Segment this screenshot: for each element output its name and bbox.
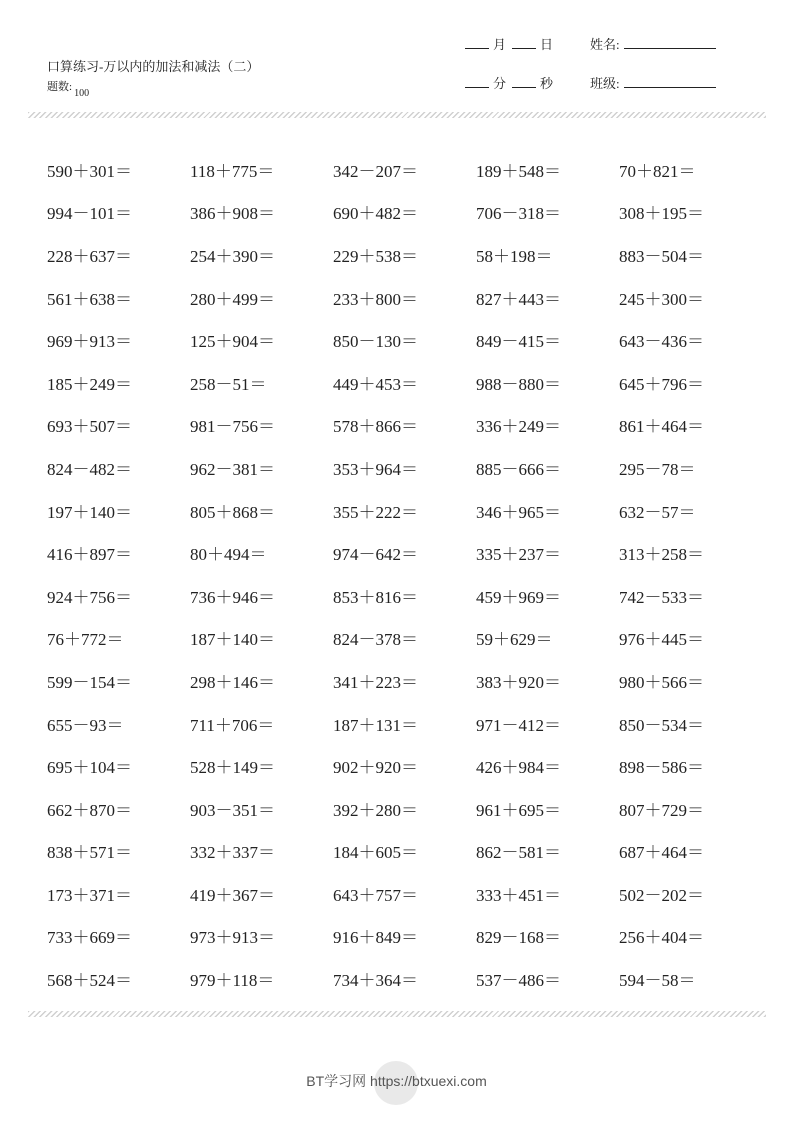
math-problem: 80＋494＝ [190, 545, 267, 565]
math-problem: 308＋195＝ [619, 204, 704, 224]
math-problem: 824－378＝ [333, 630, 418, 650]
math-problem: 742－533＝ [619, 587, 704, 607]
math-problem: 537－486＝ [476, 971, 561, 991]
math-problem: 578＋866＝ [333, 417, 418, 437]
math-problem: 850－534＝ [619, 715, 704, 735]
math-problem: 969＋913＝ [47, 332, 132, 352]
math-problem: 885－666＝ [476, 459, 561, 479]
math-problem: 386＋908＝ [190, 204, 275, 224]
top-divider [28, 112, 766, 118]
math-problem: 971－412＝ [476, 715, 561, 735]
math-problem: 245＋300＝ [619, 289, 704, 309]
problem-row [47, 702, 762, 745]
math-problem: 902＋920＝ [333, 758, 418, 778]
math-problem: 736＋946＝ [190, 587, 275, 607]
math-problem: 313＋258＝ [619, 545, 704, 565]
math-problem: 690＋482＝ [333, 204, 418, 224]
math-problem: 346＋965＝ [476, 502, 561, 522]
second-label: 秒 [540, 76, 554, 91]
name-blank[interactable] [624, 48, 716, 49]
problem-row [47, 191, 762, 234]
problem-row [47, 489, 762, 532]
math-problem: 706－318＝ [476, 204, 561, 224]
math-problem: 353＋964＝ [333, 459, 418, 479]
math-problem: 981－756＝ [190, 417, 275, 437]
math-problem: 173＋371＝ [47, 885, 132, 905]
math-problem: 295－78＝ [619, 459, 696, 479]
math-problem: 962－381＝ [190, 459, 275, 479]
day-blank[interactable] [512, 48, 536, 49]
problem-row [47, 361, 762, 404]
math-problem: 687＋464＝ [619, 843, 704, 863]
math-problem: 916＋849＝ [333, 928, 418, 948]
problem-row [47, 957, 762, 1000]
math-problem: 70＋821＝ [619, 161, 696, 181]
math-problem: 197＋140＝ [47, 502, 132, 522]
problem-grid [47, 148, 762, 1000]
math-problem: 643－436＝ [619, 332, 704, 352]
question-count-value: 100 [74, 88, 90, 99]
problem-row [47, 148, 762, 191]
math-problem: 827＋443＝ [476, 289, 561, 309]
site-watermark: BT学习网 https://btxuexi.com [306, 1073, 487, 1089]
math-problem: 258－51＝ [190, 374, 267, 394]
math-problem: 693＋507＝ [47, 417, 132, 437]
minute-label: 分 [493, 76, 507, 91]
math-problem: 734＋364＝ [333, 971, 418, 991]
month-blank[interactable] [465, 48, 489, 49]
month-label: 月 [493, 37, 507, 52]
math-problem: 189＋548＝ [476, 161, 561, 181]
math-problem: 805＋868＝ [190, 502, 275, 522]
problem-row [47, 872, 762, 915]
math-problem: 233＋800＝ [333, 289, 418, 309]
class-blank[interactable] [624, 87, 716, 88]
math-problem: 961＋695＝ [476, 800, 561, 820]
worksheet-title: 口算练习-万以内的加法和减法（二） [47, 59, 260, 74]
math-problem: 849－415＝ [476, 332, 561, 352]
math-problem: 599－154＝ [47, 672, 132, 692]
class-label: 班级: [590, 76, 620, 91]
math-problem: 280＋499＝ [190, 289, 275, 309]
math-problem: 979＋118＝ [190, 971, 275, 991]
math-problem: 711＋706＝ [190, 715, 275, 735]
math-problem: 459＋969＝ [476, 587, 561, 607]
math-problem: 332＋337＝ [190, 843, 275, 863]
problem-row [47, 787, 762, 830]
math-problem: 355＋222＝ [333, 502, 418, 522]
math-problem: 655－93＝ [47, 715, 124, 735]
day-label: 日 [540, 37, 554, 52]
math-problem: 76＋772＝ [47, 630, 124, 650]
math-problem: 228＋637＝ [47, 246, 132, 266]
math-problem: 988－880＝ [476, 374, 561, 394]
math-problem: 187＋140＝ [190, 630, 275, 650]
math-problem: 187＋131＝ [333, 715, 418, 735]
math-problem: 645＋796＝ [619, 374, 704, 394]
math-problem: 298＋146＝ [190, 672, 275, 692]
math-problem: 861＋464＝ [619, 417, 704, 437]
math-problem: 807＋729＝ [619, 800, 704, 820]
problem-row [47, 404, 762, 447]
problem-row [47, 276, 762, 319]
math-problem: 254＋390＝ [190, 246, 275, 266]
math-problem: 980＋566＝ [619, 672, 704, 692]
math-problem: 561＋638＝ [47, 289, 132, 309]
math-problem: 898－586＝ [619, 758, 704, 778]
math-problem: 118＋775＝ [190, 161, 275, 181]
math-problem: 838＋571＝ [47, 843, 132, 863]
math-problem: 336＋249＝ [476, 417, 561, 437]
math-problem: 341＋223＝ [333, 672, 418, 692]
math-problem: 342－207＝ [333, 161, 418, 181]
name-label: 姓名: [590, 37, 620, 52]
math-problem: 824－482＝ [47, 459, 132, 479]
math-problem: 643＋757＝ [333, 885, 418, 905]
math-problem: 419＋367＝ [190, 885, 275, 905]
math-problem: 333＋451＝ [476, 885, 561, 905]
problem-row [47, 574, 762, 617]
math-problem: 594－58＝ [619, 971, 696, 991]
problem-row [47, 531, 762, 574]
math-problem: 662＋870＝ [47, 800, 132, 820]
problem-row [47, 446, 762, 489]
question-count-label: 题数: [47, 81, 73, 93]
math-problem: 883－504＝ [619, 246, 704, 266]
time-fields [465, 73, 559, 92]
date-fields [465, 34, 559, 53]
problem-row [47, 233, 762, 276]
math-problem: 335＋237＝ [476, 545, 561, 565]
problem-row [47, 830, 762, 873]
math-problem: 416＋897＝ [47, 545, 132, 565]
math-problem: 924＋756＝ [47, 587, 132, 607]
math-problem: 568＋524＝ [47, 971, 132, 991]
math-problem: 426＋984＝ [476, 758, 561, 778]
math-problem: 392＋280＝ [333, 800, 418, 820]
math-problem: 850－130＝ [333, 332, 418, 352]
math-problem: 994－101＝ [47, 204, 132, 224]
math-problem: 185＋249＝ [47, 374, 132, 394]
problem-row [47, 659, 762, 702]
math-problem: 695＋104＝ [47, 758, 132, 778]
math-problem: 976＋445＝ [619, 630, 704, 650]
math-problem: 590＋301＝ [47, 161, 132, 181]
problem-row [47, 744, 762, 787]
math-problem: 125＋904＝ [190, 332, 275, 352]
bottom-divider [28, 1011, 766, 1017]
math-problem: 59＋629＝ [476, 630, 553, 650]
math-problem: 829－168＝ [476, 928, 561, 948]
math-problem: 974－642＝ [333, 545, 418, 565]
math-problem: 184＋605＝ [333, 843, 418, 863]
math-problem: 862－581＝ [476, 843, 561, 863]
problem-row [47, 915, 762, 958]
math-problem: 733＋669＝ [47, 928, 132, 948]
math-problem: 632－57＝ [619, 502, 696, 522]
second-blank[interactable] [512, 87, 536, 88]
problem-row [47, 318, 762, 361]
math-problem: 229＋538＝ [333, 246, 418, 266]
problem-row [47, 617, 762, 660]
math-problem: 973＋913＝ [190, 928, 275, 948]
math-problem: 256＋404＝ [619, 928, 704, 948]
math-problem: 58＋198＝ [476, 246, 553, 266]
minute-blank[interactable] [465, 87, 489, 88]
math-problem: 853＋816＝ [333, 587, 418, 607]
name-field [590, 34, 716, 53]
math-problem: 903－351＝ [190, 800, 275, 820]
math-problem: 502－202＝ [619, 885, 704, 905]
class-field [590, 73, 716, 92]
question-count [47, 78, 90, 99]
math-problem: 383＋920＝ [476, 672, 561, 692]
math-problem: 449＋453＝ [333, 374, 418, 394]
math-problem: 528＋149＝ [190, 758, 275, 778]
